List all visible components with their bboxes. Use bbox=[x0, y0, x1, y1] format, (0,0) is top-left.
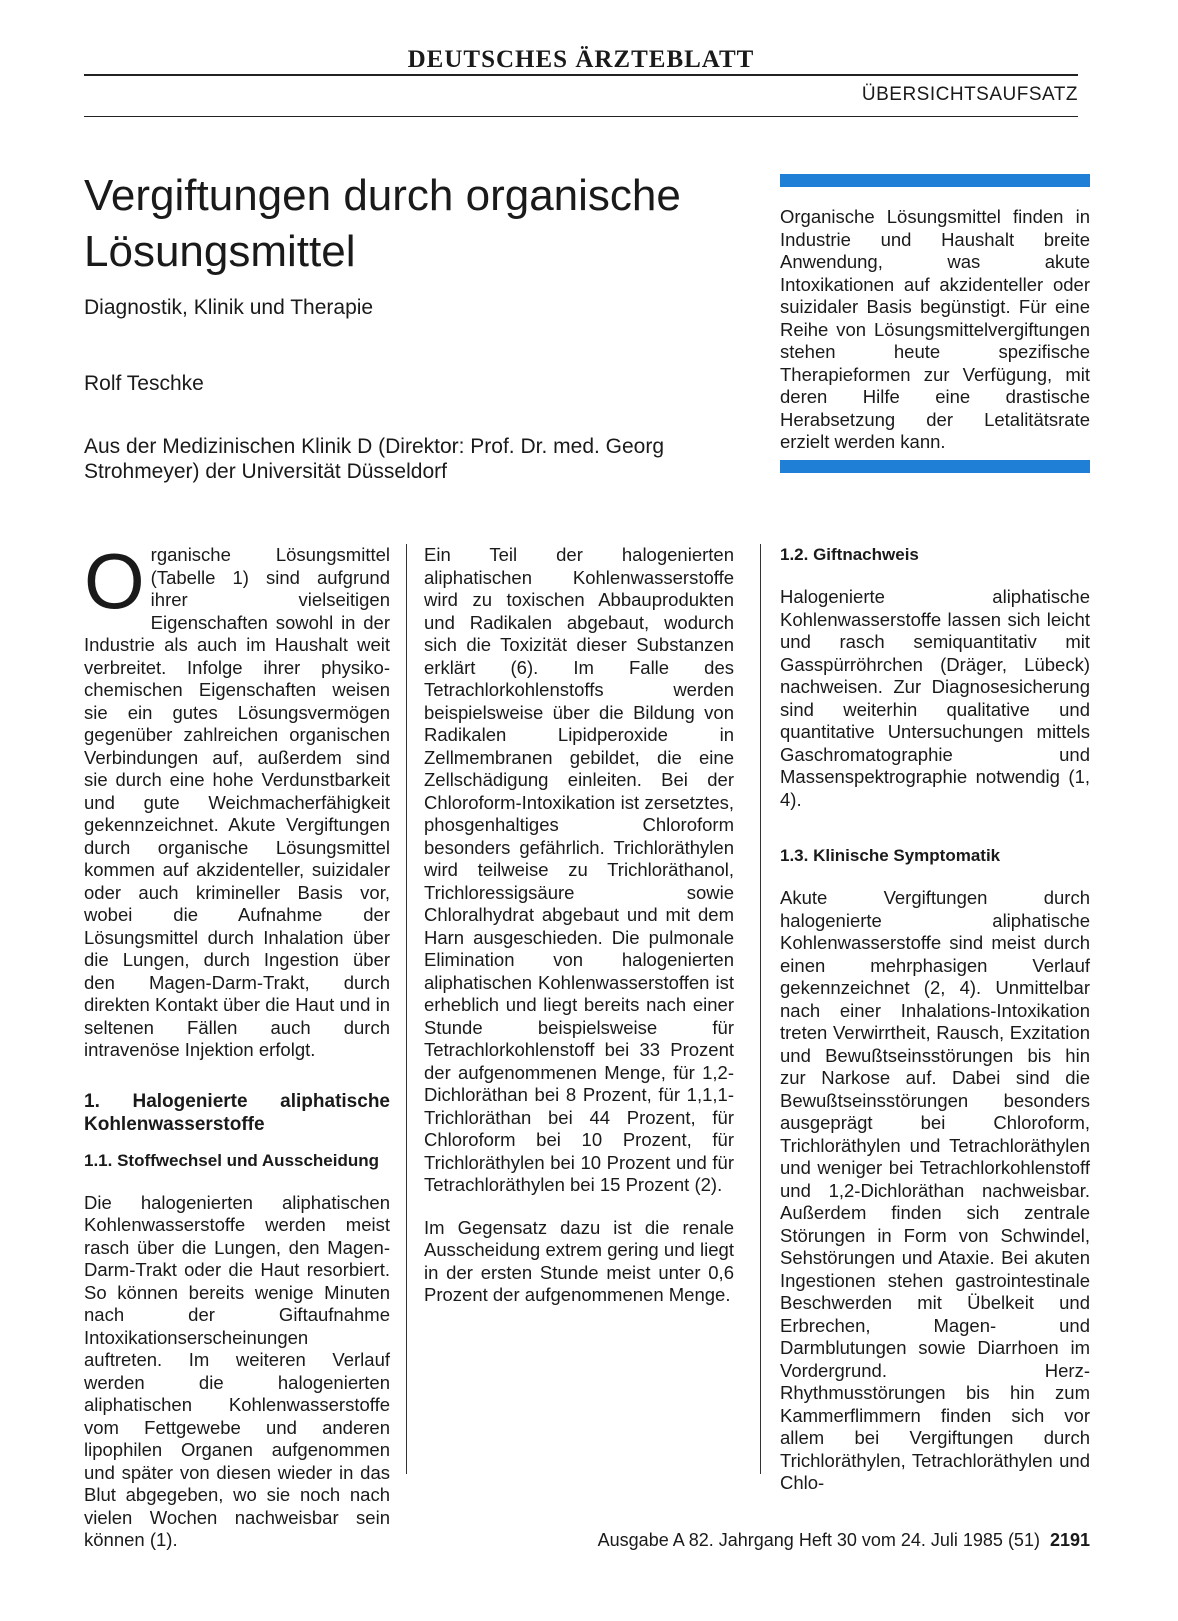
article-author: Rolf Teschke bbox=[84, 372, 204, 395]
intro-paragraph bbox=[84, 537, 390, 1062]
section-heading-1-2: 1.2. Giftnachweis bbox=[780, 545, 919, 564]
abstract-top-bar bbox=[780, 174, 1090, 187]
section-heading-1-1: 1.1. Stoffwechsel und Ausscheidung bbox=[84, 1150, 380, 1170]
author-affiliation: Aus der Medizinischen Klinik D (Direktor: Prof. Dr. med. Georg Strohmeyer) der Universität Düsseldorf bbox=[84, 435, 665, 483]
abstract-text: Organische Lösungsmittel finden in Industrie und Haushalt breite Anwendung, was akute Intoxikationen auf akzidenteller oder suizidaler Basis begünstigt. Für eine Reihe von Lösungsmittelvergiftungen stehen heute spezifische Therapieformen zur Verfügung, mit deren Hilfe eine drastische Herabsetzung der Letalitätsrate erzielt werden kann. bbox=[780, 206, 1090, 452]
column-divider bbox=[406, 544, 407, 1474]
masthead bbox=[84, 44, 1078, 76]
journal-name: DEUTSCHES ÄRZTEBLATT bbox=[407, 46, 755, 73]
header-rule bbox=[84, 116, 1078, 117]
intro-text: rganische Lösungsmittel (Tabelle 1) sind aufgrund ihrer vielseitigen Eigenschaften sowohl in der Industrie als auch im Haushalt weit verbreitet. Infolge ihrer physiko-chemischen Eigenschaften weisen sie ein gutes Lösungsvermögen gegenüber zahlreichen organischen Verbindungen auf, außerdem sind sie durch eine hohe Verdunstbarkeit und gute Weichmacherfähigkeit gekennzeichnet. Akute Vergiftungen durch organische Lösungsmittel kommen auf akzidenteller, suizidaler oder auch krimineller Basis vor, wobei die Aufnahme der Lösungsmittel durch Inhalation über die Lungen, durch Ingestion über den Magen-Darm-Trakt, durch direkten Kontakt über die Haut und in seltenen Fällen auch durch intravenöse Injektion erfolgt. bbox=[84, 544, 390, 1060]
body-column-1 bbox=[84, 537, 390, 1550]
section-label: ÜBERSICHTSAUFSATZ bbox=[861, 84, 1078, 105]
article-subtitle: Diagnostik, Klinik und Therapie bbox=[84, 296, 374, 319]
paragraph-1-4: Halogenierte aliphatische Kohlenwasserstoffe lassen sich leicht und rasch semiquantitativ mit Gasspürröhrchen (Dräger, Lübeck) nachweisen. Zur Diagnosesicherung sind weiterhin qualitative und quantitative Untersuchungen mittels Gaschromatographie und Massenspektrographie notwendig (1, 4). bbox=[780, 586, 1090, 810]
paragraph-1-5: Akute Vergiftungen durch halogenierte aliphatische Kohlenwasserstoffe sind meist durch einen mehrphasigen Verlauf gekennzeichnet (2, 4). Unmittelbar nach einer Inhalations-Intoxikation treten Verwirrtheit, Rausch, Exzitation und Bewußtseinsstörungen bis hin zur Narkose auf. Dabei sind die Bewußtseinsstörungen besonders ausgeprägt bei Chloroform, Trichloräthylen und Tetrachloräthylen und weniger bei Tetrachlorkohlenstoff und 1,2-Dichloräthan nachweisbar. Außerdem finden sich zentrale Störungen in Form von Schwindel, Sehstörungen und Ataxie. Bei akuten Ingestionen stehen gastrointestinale Beschwerden mit Übelkeit und Erbrechen, Magen- und Darmblutungen sowie Diarrhoen im Vordergrund. Herz-Rhythmusstörungen bis hin zum Kammerflimmern finden sich vor allem bei Vergiftungen durch Trichloräthylen, Tetrachloräthylen und Chlo- bbox=[780, 887, 1090, 1493]
paragraph-1-2: Ein Teil der halogenierten aliphatischen Kohlenwasserstoffe wird zu toxischen Abbauprodukten und Radikalen abgebaut, wodurch sich die Toxizität dieser Substanzen erklärt (6). Im Falle des Tetrachlorkohlenstoffs werden beispielsweise über die Bildung von Radikalen Lipidperoxide in Zellmembranen gebildet, die eine Zellschädigung einleiten. Bei der Chloroform-Intoxikation ist zersetztes, phosgenhaltiges Chloroform besonders gefährlich. Trichloräthylen wird teilweise zu Trichloräthanol, Trichloressigsäure sowie Chloralhydrat abgebaut und mit dem Harn ausgeschieden. Die pulmonale Elimination von halogenierten aliphatischen Kohlenwasserstoffen ist erheblich und liegt bereits nach einer Stunde beispielsweise für Tetrachlorkohlenstoff bei 33 Prozent der aufgenommenen Menge, für 1,2-Dichloräthan bei 8 Prozent, für 1,1,1-Trichloräthan bei 44 Prozent, für Chloroform bei 10 Prozent, für Trichloräthylen bei 10 Prozent und für Tetrachloräthylen bei 15 Prozent (2). bbox=[424, 544, 734, 1195]
body-column-3 bbox=[780, 544, 1090, 1515]
edition-info: Ausgabe A 82. Jahrgang Heft 30 vom 24. Juli 1985 (51) bbox=[597, 1530, 1040, 1550]
body-column-2 bbox=[424, 544, 734, 1327]
section-heading-1: 1. Halogenierte aliphatische Kohlenwasserstoffe bbox=[84, 1090, 390, 1135]
drop-cap: O bbox=[84, 537, 145, 625]
column-divider bbox=[760, 544, 761, 1474]
page-footer bbox=[540, 1530, 1090, 1551]
page-number: 2191 bbox=[1049, 1530, 1090, 1550]
abstract-bottom-bar bbox=[780, 460, 1090, 473]
paragraph-1-1: Die halogenierten aliphatischen Kohlenwasserstoffe werden meist rasch über die Lungen, den Magen-Darm-Trakt oder die Haut resorbiert. So können bereits wenige Minuten nach der Giftaufnahme Intoxikationserscheinungen auftreten. Im weiteren Verlauf werden die halogenierten aliphatischen Kohlenwasserstoffe vom Fettgewebe und anderen lipophilen Organen aufgenommen und später von diesen wieder in das Blut abgegeben, wo sie noch nach vielen Wochen nachweisbar sein können (1). bbox=[84, 1191, 390, 1550]
article-title: Vergiftungen durch organische Lösungsmittel bbox=[84, 171, 681, 276]
paragraph-1-3: Im Gegensatz dazu ist die renale Ausscheidung extrem gering und liegt in der ersten Stunde meist unter 0,6 Prozent der aufgenommenen Menge. bbox=[424, 1216, 734, 1305]
section-heading-1-3: 1.3. Klinische Symptomatik bbox=[780, 846, 1001, 865]
